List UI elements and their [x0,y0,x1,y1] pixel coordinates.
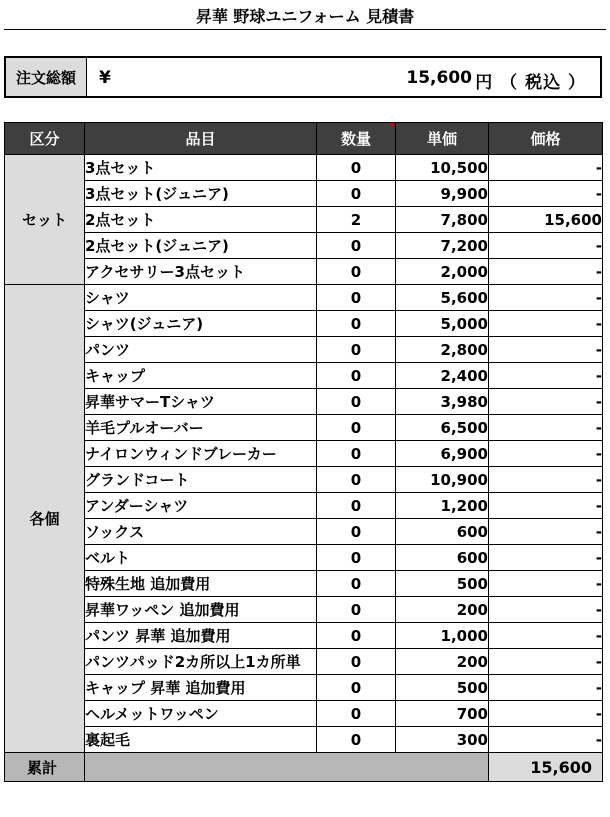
unit-price-cell: 1,000 [396,623,489,649]
unit-price-cell: 10,900 [396,467,489,493]
amount-cell: - [489,389,603,415]
category-cell: セット [5,155,85,285]
item-cell: キャップ [85,363,317,389]
qty-cell: 0 [317,493,396,519]
table-footer-row [5,753,603,782]
table-row [5,701,603,727]
qty-cell: 0 [317,441,396,467]
unit-price-cell: 2,400 [396,363,489,389]
unit-price-cell: 1,200 [396,493,489,519]
item-cell: 3点セット(ジュニア) [85,181,317,207]
item-cell: パンツパッド2カ所以上1カ所単 [85,649,317,675]
amount-cell: - [489,597,603,623]
table-row [5,493,603,519]
table-row [5,207,603,233]
table-row [5,441,603,467]
order-total-amount: 15,600 [406,68,472,88]
order-total-value [87,58,600,96]
table-row [5,363,603,389]
unit-price-cell: 600 [396,545,489,571]
order-total-box [4,56,602,98]
table-header-row [5,123,603,155]
qty-cell: 0 [317,389,396,415]
header-category: 区分 [5,123,85,155]
page-title: 昇華 野球ユニフォーム 見積書 [195,7,415,26]
item-cell: ヘルメットワッペン [85,701,317,727]
amount-cell: - [489,545,603,571]
qty-cell: 0 [317,727,396,753]
amount-cell: - [489,181,603,207]
item-cell: パンツ 昇華 追加費用 [85,623,317,649]
item-cell: ソックス [85,519,317,545]
table-row [5,181,603,207]
item-cell: 2点セット [85,207,317,233]
qty-cell: 0 [317,467,396,493]
table-row [5,389,603,415]
category-cell: 各個 [5,285,85,753]
item-cell: アンダーシャツ [85,493,317,519]
header-amount: 価格 [489,123,603,155]
unit-price-cell: 300 [396,727,489,753]
amount-cell: - [489,155,603,181]
unit-price-cell: 200 [396,597,489,623]
amount-cell: - [489,363,603,389]
table-row [5,727,603,753]
item-cell: 2点セット(ジュニア) [85,233,317,259]
unit-price-cell: 500 [396,571,489,597]
table-row [5,415,603,441]
qty-cell: 0 [317,649,396,675]
unit-price-cell: 600 [396,519,489,545]
item-cell: アクセサリー3点セット [85,259,317,285]
table-row [5,545,603,571]
qty-cell: 0 [317,363,396,389]
table-row [5,337,603,363]
amount-cell: - [489,285,603,311]
qty-cell: 2 [317,207,396,233]
table-row [5,571,603,597]
item-cell: 3点セット [85,155,317,181]
table-row [5,311,603,337]
unit-price-cell: 200 [396,649,489,675]
amount-cell: - [489,727,603,753]
amount-cell: - [489,493,603,519]
header-item: 品目 [85,123,317,155]
qty-cell: 0 [317,571,396,597]
amount-cell: - [489,441,603,467]
unit-price-cell: 5,000 [396,311,489,337]
table-row [5,597,603,623]
amount-cell: - [489,519,603,545]
table-row [5,467,603,493]
amount-cell: - [489,337,603,363]
header-unit-price: 単価 [396,123,489,155]
unit-price-cell: 2,000 [396,259,489,285]
order-total-unit: 円 （ 税込 ） [475,73,586,93]
unit-price-cell: 7,200 [396,233,489,259]
order-total-label: 注文総額 [6,58,87,96]
unit-price-cell: 6,500 [396,415,489,441]
item-cell: シャツ [85,285,317,311]
amount-cell: 15,600 [489,207,603,233]
item-cell: ナイロンウィンドブレーカー [85,441,317,467]
unit-price-cell: 3,980 [396,389,489,415]
item-cell: 羊毛プルオーバー [85,415,317,441]
item-cell: 昇華ワッペン 追加費用 [85,597,317,623]
qty-cell: 0 [317,623,396,649]
table-row [5,519,603,545]
amount-cell: - [489,415,603,441]
qty-cell: 0 [317,181,396,207]
amount-cell: - [489,311,603,337]
qty-cell: 0 [317,285,396,311]
qty-cell: 0 [317,701,396,727]
footer-spacer [85,753,489,782]
table-row [5,675,603,701]
table-row [5,233,603,259]
title-underline [4,29,606,30]
item-cell: キャップ 昇華 追加費用 [85,675,317,701]
item-cell: 昇華サマーTシャツ [85,389,317,415]
qty-cell: 0 [317,337,396,363]
qty-cell: 0 [317,259,396,285]
amount-cell: - [489,259,603,285]
amount-cell: - [489,233,603,259]
unit-price-cell: 10,500 [396,155,489,181]
qty-cell: 0 [317,597,396,623]
item-cell: 特殊生地 追加費用 [85,571,317,597]
qty-cell: 0 [317,415,396,441]
qty-cell: 0 [317,155,396,181]
cumulative-total: 15,600 [489,753,603,782]
item-cell: グランドコート [85,467,317,493]
amount-cell: - [489,467,603,493]
amount-cell: - [489,701,603,727]
unit-price-cell: 7,800 [396,207,489,233]
amount-cell: - [489,623,603,649]
qty-cell: 0 [317,233,396,259]
comment-indicator [389,123,394,128]
unit-price-cell: 9,900 [396,181,489,207]
table-row [5,155,603,181]
table-row [5,259,603,285]
amount-cell: - [489,571,603,597]
item-cell: シャツ(ジュニア) [85,311,317,337]
qty-cell: 0 [317,675,396,701]
amount-cell: - [489,649,603,675]
unit-price-cell: 700 [396,701,489,727]
unit-price-cell: 500 [396,675,489,701]
qty-cell: 0 [317,519,396,545]
amount-cell: - [489,675,603,701]
qty-cell: 0 [317,545,396,571]
table-row [5,649,603,675]
cumulative-label: 累計 [5,753,85,782]
qty-cell: 0 [317,311,396,337]
unit-price-cell: 6,900 [396,441,489,467]
header-qty: 数量 [317,123,396,155]
yen-sign: ¥ [99,68,111,88]
table-row [5,285,603,311]
item-cell: パンツ [85,337,317,363]
item-cell: 裏起毛 [85,727,317,753]
unit-price-cell: 2,800 [396,337,489,363]
estimate-table-body [5,155,603,753]
unit-price-cell: 5,600 [396,285,489,311]
item-cell: ベルト [85,545,317,571]
estimate-table [4,122,603,782]
table-row [5,623,603,649]
